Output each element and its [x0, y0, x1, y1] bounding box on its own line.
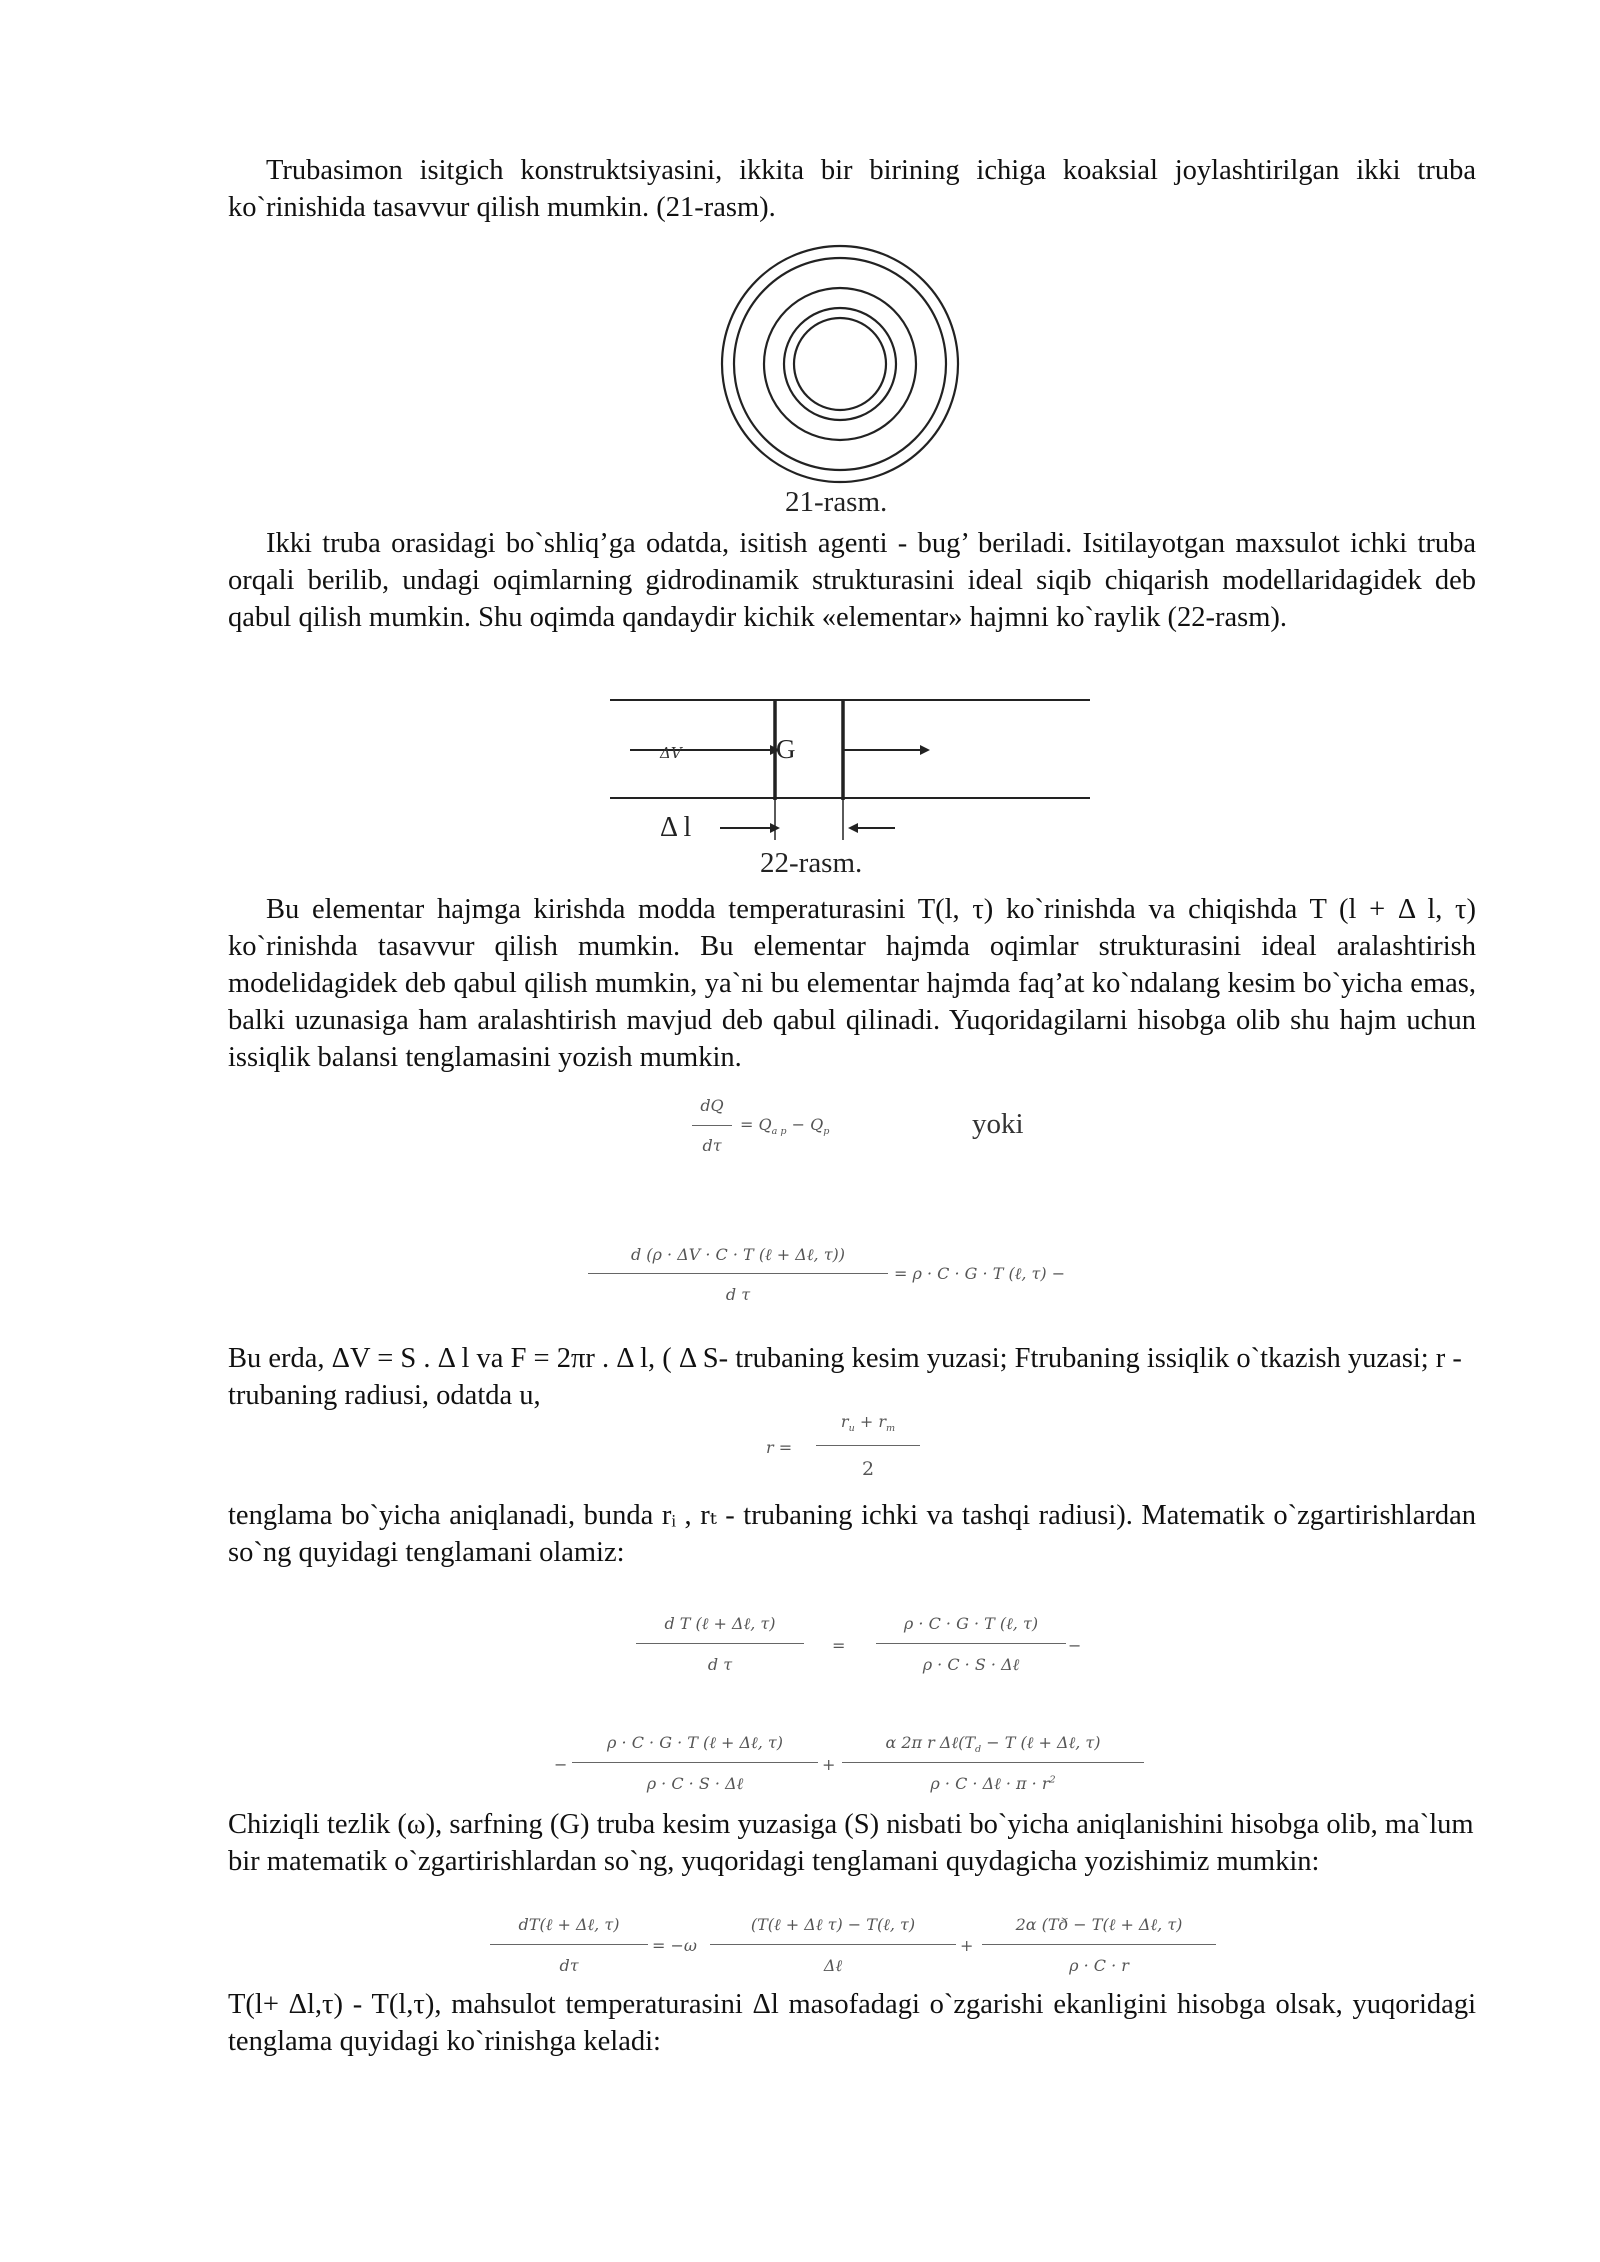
word-yoki: yoki: [972, 1108, 1024, 1140]
figure-21-concentric-tubes: [720, 240, 960, 510]
delta-v-label: ΔV: [660, 744, 682, 762]
paragraph-heating-agent: Ikki truba orasidagi bo`shliq’ga odatda, isitish agenti - bug’ beriladi. Isitilayotgan maxsulot ichki truba orqali berilib, undagi oqimlarning gidrodinamik strukturasini ideal siqib chiqarish modellaridagidek deb qabul qilish mumkin. Shu oqimda qandaydir kichik «elementar» hajmni ko`raylik (22-rasm).: [228, 528, 1476, 633]
paragraph-radius-note: tenglama bo`yicha aniqlanadi, bunda rᵢ , rₜ - trubaning ichki va tashqi radiusi). Matematik o`zgartirishlardan so`ng quyidagi tenglamani olamiz:: [228, 1500, 1476, 1568]
paragraph-intro: Trubasimon isitgich konstruktsiyasini, ikkita bir birining ichiga koaksial joylashtirilgan ikki truba ko`rinishida tasavvur qilish mumkin. (21-rasm).: [228, 155, 1476, 223]
figure-22-caption: 22-rasm.: [760, 847, 863, 879]
paragraph-linear-velocity: Chiziqli tezlik (ω), sarfning (G) truba kesim yuzasiga (S) nisbati bo`yicha aniqlanishini hisobga olib, ma`lum bir matematik o`zgartirishlardan so`ng, yuqoridagi tenglamani quydagicha yozishimiz mumkin:: [228, 1809, 1474, 1877]
document-page: Trubasimon isitgich konstruktsiyasini, ikkita bir birining ichiga koaksial joylashtirilgan ikki truba ko`rinishida tasavvur qilish mumkin. (21-rasm). 21-rasm. Ikki truba orasidagi bo`shliq’ga odatda, isitish agenti - bug’ beriladi. Isitilayotgan maxsulot ichki truba orqali berilib, undagi oqimlarning gidrodinamik strukturasini ideal siqib chiqarish modellaridagidek deb qabul qilish mumkin. Shu oqimda qandaydir kichik «elementar» hajmni ko`raylik (22-rasm). ΔV G Δ l 22-rasm. Bu elementar hajmga kirishda modda temperaturasini T(l, τ) ko`rinishda va chiqishda T (l + Δ l, τ) ko`rinishda tasavvur qilish mumkin. Bu elementar hajmda oqimlar strukturasini ideal aralashtirish modelidagidek deb qabul qilish mumkin, ya`ni bu elementar hajmda faq’at ko`ndalang kesim bo`yicha emas, balki uzunasiga ham aralashtirish mavjud deb qabul qilinadi. Yuqoridagilarni hisobga olib shu hajm uchun issiqlik balansi tenglamasini yozish mumkin. dQ dτ = $Q_{a p} - Q_p$ yoki d (ρ · ΔV · C · T (ℓ + Δℓ, τ)) d τ = ρ · C · G · T (ℓ, τ) − Bu erda, ΔV = S . Δ l va F = 2πr . Δ l, ( Δ S- trubaning kesim yuzasi; Ftrubaning issiqlik o`tkazish yuzasi; r -trubaning radiusi, odatda u, r = $r_u + r_m$ 2 tenglama bo`yicha aniqlanadi, bunda rᵢ , rₜ - trubaning ichki va tashqi radiusi). Matematik o`zgartirishlardan so`ng quyidagi tenglamani olamiz: d T (ℓ + Δℓ, τ) d τ = ρ · C · G · T (ℓ, τ) ρ · C · S · Δℓ − − ρ · C · G · T (ℓ + Δℓ, τ) ρ · C · S · Δℓ + α 2π r $\Delta\ell(T_d - T$ (ℓ + Δℓ, τ) ρ · C · Δℓ · $\pi \cdot r^2$ Chiziqli tezlik (ω), sarfning (G) truba kesim yuzasiga (S) nisbati bo`yicha aniqlanishini hisobga olib, ma`lum bir matematik o`zgartirishlardan so`ng, yuqoridagi tenglamani quydagicha yozishimiz mumkin: dT(ℓ + Δℓ, τ) dτ = −ω (T(ℓ + Δℓ τ) − T(ℓ, τ) Δℓ + 2α (Tð − T(ℓ + Δℓ, τ) ρ · C · r T(l+ Δl,τ) - T(l,τ), mahsulot temperaturasini Δl masofadagi o`zgarishi ekanligini hisobga olsak, yuqoridagi tenglama quyidagi ko`rinishga keladi:: [0, 0, 1600, 2262]
paragraph-element-volume: Bu elementar hajmga kirishda modda temperaturasini T(l, τ) ko`rinishda va chiqishda T (l + Δ l, τ) ko`rinishda tasavvur qilish mumkin. Bu elementar hajmda oqimlar strukturasini ideal aralashtirish modelidagidek deb qabul qilish mumkin, ya`ni bu elementar hajmda faq’at ko`ndalang kesim bo`yicha emas, balki uzunasiga ham aralashtirish mavjud deb qabul qilinadi. Yuqoridagilarni hisobga olib shu hajm uchun issiqlik balansi tenglamasini yozish mumkin.: [228, 894, 1476, 1073]
delta-l-label: Δ l: [660, 812, 692, 843]
paragraph-conclusion: T(l+ Δl,τ) - T(l,τ), mahsulot temperaturasini Δl masofadagi o`zgarishi ekanligini hisobga olsak, yuqoridagi tenglama quyidagi ko`rinishga keladi:: [228, 1989, 1476, 2057]
paragraph-definitions: Bu erda, ΔV = S . Δ l va F = 2πr . Δ l, ( Δ S- trubaning kesim yuzasi; Ftrubaning issiqlik o`tkazish yuzasi; r -trubaning radiusi, odatda u,: [228, 1343, 1462, 1411]
g-label: G: [776, 734, 796, 764]
figure-22-pipe-element: [600, 690, 1100, 850]
figure-21-caption: 21-rasm.: [785, 486, 888, 518]
